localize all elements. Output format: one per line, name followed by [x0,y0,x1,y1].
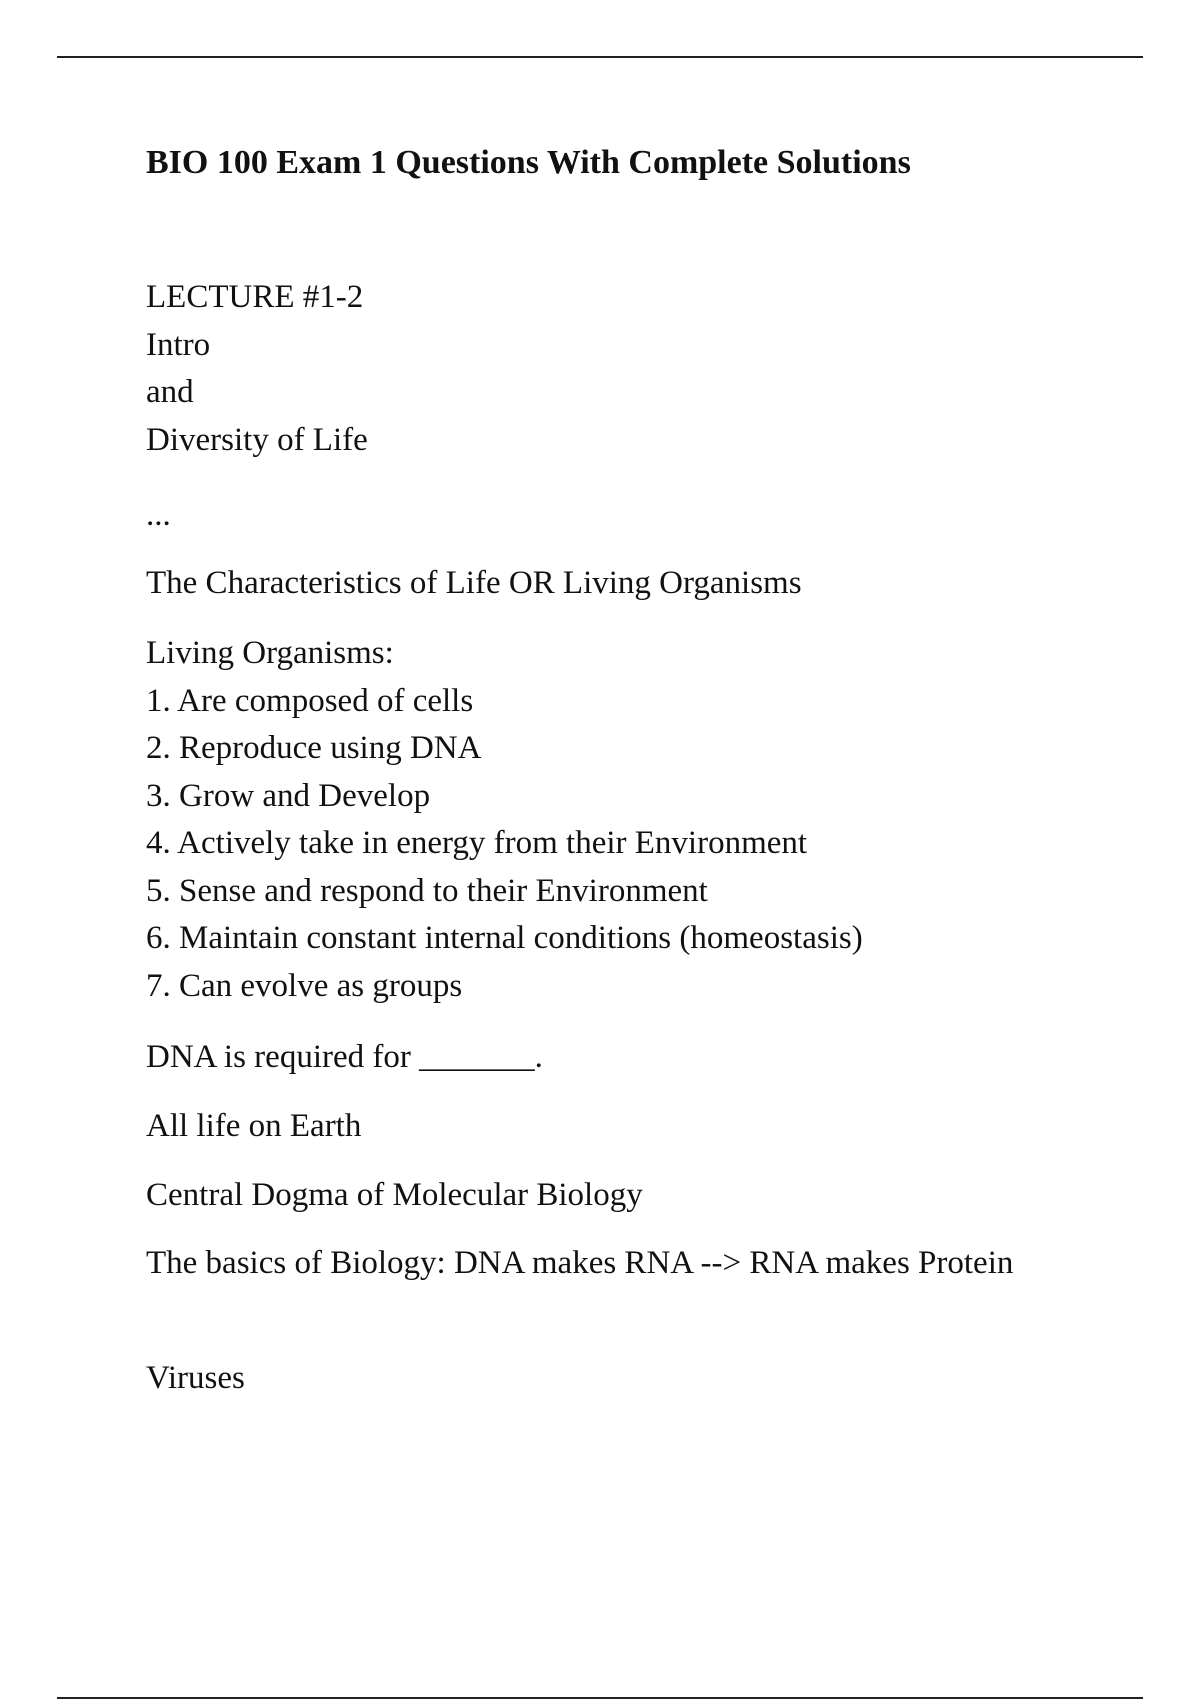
answer-central-dogma: The basics of Biology: DNA makes RNA --> RNA makes Protein [146,1245,1014,1281]
document-title: BIO 100 Exam 1 Questions With Complete Solutions [146,144,911,181]
ellipsis-text: ... [146,497,171,533]
bottom-rule [57,1697,1143,1699]
lecture-heading-line: Diversity of Life [146,421,368,458]
question-viruses: Viruses [146,1360,245,1396]
answer-line: 4. Actively take in energy from their Environment [146,825,808,861]
answer-characteristics [146,630,863,1010]
question-central-dogma: Central Dogma of Molecular Biology [146,1177,643,1213]
lecture-heading [146,274,368,464]
lecture-heading-line: and [146,374,194,410]
question-dna: DNA is required for _______. [146,1039,543,1075]
top-rule [57,56,1143,58]
question-characteristics: The Characteristics of Life OR Living Organisms [146,565,802,601]
answer-line: Living Organisms: [146,635,394,671]
lecture-heading-line: Intro [146,326,211,363]
answer-line: 7. Can evolve as groups [146,967,463,1004]
answer-line: 1. Are composed of cells [146,682,474,719]
answer-line: 5. Sense and respond to their Environment [146,872,708,909]
answer-line: 3. Grow and Develop [146,777,431,814]
answer-line: 2. Reproduce using DNA [146,730,482,766]
answer-line: 6. Maintain constant internal conditions (homeostasis) [146,920,863,956]
answer-dna: All life on Earth [146,1108,362,1144]
lecture-heading-line: LECTURE #1-2 [146,279,364,315]
